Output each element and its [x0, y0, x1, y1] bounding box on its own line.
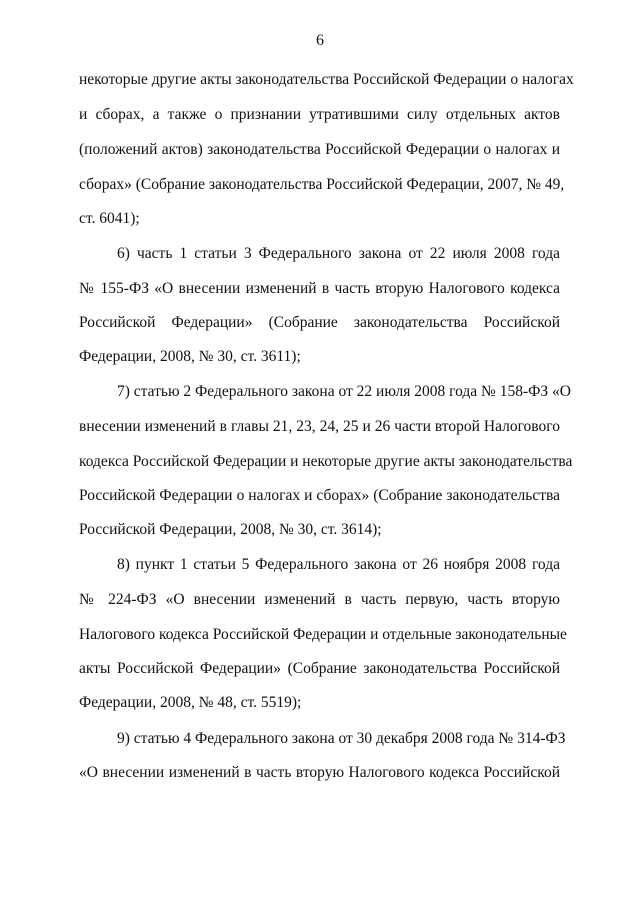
- paragraph-line: № 224-ФЗ «О внесении изменений в часть первую, часть вторую: [79, 591, 560, 608]
- paragraph-line: Российской Федерации, 2008, № 30, ст. 3614);: [79, 521, 382, 538]
- paragraph-line: Российской Федерации» (Собрание законодательства Российской: [79, 314, 560, 331]
- paragraph-line: № 155-ФЗ «О внесении изменений в часть вторую Налогового кодекса: [79, 280, 560, 297]
- paragraph-line: Российской Федерации о налогах и сборах» (Собрание законодательства: [79, 487, 560, 504]
- paragraph-line: внесении изменений в главы 21, 23, 24, 25 и 26 части второй Налогового: [79, 418, 560, 435]
- paragraph-line: некоторые другие акты законодательства Российской Федерации о налогах: [79, 71, 574, 88]
- paragraph-line: 6) часть 1 статьи 3 Федерального закона от 22 июля 2008 года: [117, 245, 560, 262]
- paragraph-line: и сборах, а также о признании утратившими силу отдельных актов: [79, 106, 560, 123]
- paragraph-line: Налогового кодекса Российской Федерации и отдельные законодательные: [79, 626, 567, 643]
- paragraph-line: 8) пункт 1 статьи 5 Федерального закона от 26 ноября 2008 года: [117, 556, 560, 573]
- paragraph-line: Федерации, 2008, № 48, ст. 5519);: [79, 694, 302, 711]
- paragraph-line: кодекса Российской Федерации и некоторые другие акты законодательства: [79, 453, 573, 470]
- paragraph-line: «О внесении изменений в часть вторую Налогового кодекса Российской: [79, 764, 560, 781]
- paragraph-line: Федерации, 2008, № 30, ст. 3611);: [79, 348, 301, 365]
- paragraph-line: акты Российской Федерации» (Собрание законодательства Российской: [79, 660, 560, 677]
- paragraph-line: (положений актов) законодательства Российской Федерации о налогах и: [79, 141, 560, 158]
- paragraph-line: 9) статью 4 Федерального закона от 30 декабря 2008 года № 314-ФЗ: [117, 730, 566, 747]
- paragraph-line: сборах» (Собрание законодательства Российской Федерации, 2007, № 49,: [79, 176, 565, 193]
- paragraph-line: 7) статью 2 Федерального закона от 22 июля 2008 года № 158-ФЗ «О: [117, 383, 571, 400]
- page-number: 6: [316, 32, 324, 49]
- paragraph-line: ст. 6041);: [79, 210, 140, 227]
